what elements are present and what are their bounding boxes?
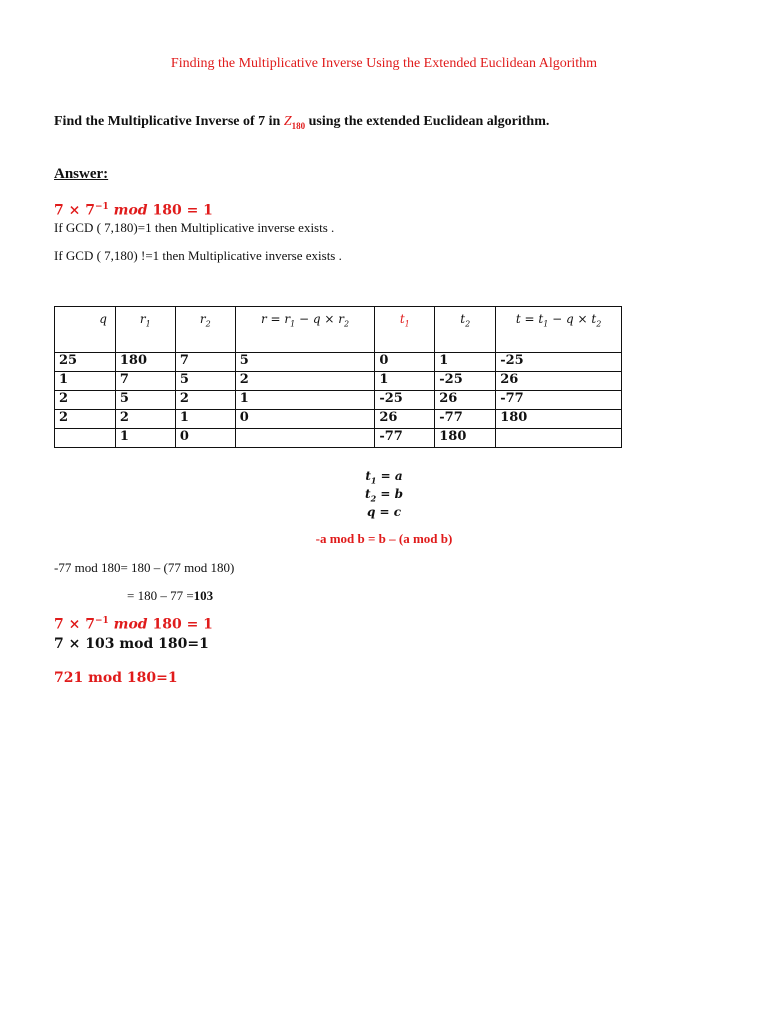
cell-r: 5 xyxy=(235,353,375,372)
table-header-row xyxy=(55,307,622,353)
cell-r1: 7 xyxy=(115,372,175,391)
var-t2: $t_2 = b$ xyxy=(365,487,403,504)
header-q: q xyxy=(55,307,116,353)
equation-inverse xyxy=(54,202,213,219)
cell-t: 26 xyxy=(496,372,622,391)
question-prefix: Find the Multiplicative Inverse of 7 in xyxy=(54,114,284,129)
cell-t1: -25 xyxy=(375,391,435,410)
mod-rule: -a mod b = b – (a mod b) xyxy=(315,531,453,546)
cell-t2: -77 xyxy=(435,410,496,429)
eq-mod: mod xyxy=(108,202,148,219)
cell-r1: 5 xyxy=(115,391,175,410)
cell-r: 0 xyxy=(235,410,375,429)
table-row xyxy=(55,372,622,391)
cell-r: 2 xyxy=(235,372,375,391)
cell-t1: 26 xyxy=(375,410,435,429)
header-t-formula: $t = t_1 - q \times t_2$ xyxy=(496,307,622,353)
header-r-formula: $r = r_1 - q \times r_2$ xyxy=(235,307,375,353)
cell-r2: 1 xyxy=(175,410,235,429)
cell-r: 1 xyxy=(235,391,375,410)
cell-r2: 5 xyxy=(175,372,235,391)
cell-t2: 26 xyxy=(435,391,496,410)
header-t2: $t_2$ xyxy=(435,307,496,353)
cell-t1: 1 xyxy=(375,372,435,391)
cell-q: 2 xyxy=(55,391,116,410)
calc-prefix: = 180 – 77 = xyxy=(127,588,194,603)
page-title: Finding the Multiplicative Inverse Using the Extended Euclidean Algorithm xyxy=(170,56,598,71)
header-r1: $r_1$ xyxy=(115,307,175,353)
equation-result: 721 mod 180=1 xyxy=(54,670,178,686)
cell-q xyxy=(55,429,116,448)
calc-line-2 xyxy=(127,588,213,604)
condition-gcd-not-equal: If GCD ( 7,180) !=1 then Multiplicative inverse exists . xyxy=(54,248,342,263)
cell-q: 1 xyxy=(55,372,116,391)
condition-gcd-equal: If GCD ( 7,180)=1 then Multiplicative inverse exists . xyxy=(54,220,335,235)
calc-line-1: -77 mod 180= 180 – (77 mod 180) xyxy=(54,560,235,575)
euclid-table xyxy=(54,306,622,448)
header-r2: $r_2$ xyxy=(175,307,235,353)
cell-t: -77 xyxy=(496,391,622,410)
cell-q: 25 xyxy=(55,353,116,372)
table-row xyxy=(55,391,622,410)
eq-exponent: −1 xyxy=(94,202,109,212)
equation-check: 7 × 103 mod 180=1 xyxy=(54,636,209,652)
answer-label: Answer: xyxy=(54,166,109,182)
table-row xyxy=(55,410,622,429)
cell-r2: 7 xyxy=(175,353,235,372)
cell-r2: 2 xyxy=(175,391,235,410)
eq-rest: 180 = 1 xyxy=(147,202,213,219)
cell-q: 2 xyxy=(55,410,116,429)
cell-r xyxy=(235,429,375,448)
cell-t2: -25 xyxy=(435,372,496,391)
cell-t: -25 xyxy=(496,353,622,372)
cell-r1: 2 xyxy=(115,410,175,429)
var-t1: $t_1 = a$ xyxy=(365,469,403,486)
cell-t1: 0 xyxy=(375,353,435,372)
cell-t2: 1 xyxy=(435,353,496,372)
header-t1: $t_1$ xyxy=(375,307,435,353)
equation-inverse-repeat: $7 \times 7^{-1}$ mod 180 = 1 xyxy=(54,616,213,633)
set-symbol: Z xyxy=(283,114,292,129)
table-row xyxy=(55,429,622,448)
cell-r1: 180 xyxy=(115,353,175,372)
cell-r2: 0 xyxy=(175,429,235,448)
cell-t xyxy=(496,429,622,448)
table-row xyxy=(55,353,622,372)
question xyxy=(54,114,549,131)
question-suffix: using the extended Euclidean algorithm. xyxy=(305,114,550,129)
cell-t1: -77 xyxy=(375,429,435,448)
set-subscript: 180 xyxy=(291,120,306,131)
cell-r1: 1 xyxy=(115,429,175,448)
calc-result: 103 xyxy=(193,588,214,603)
cell-t2: 180 xyxy=(435,429,496,448)
cell-t: 180 xyxy=(496,410,622,429)
eq-base: 7 × 7 xyxy=(54,202,95,219)
var-q: q = c xyxy=(366,505,402,519)
